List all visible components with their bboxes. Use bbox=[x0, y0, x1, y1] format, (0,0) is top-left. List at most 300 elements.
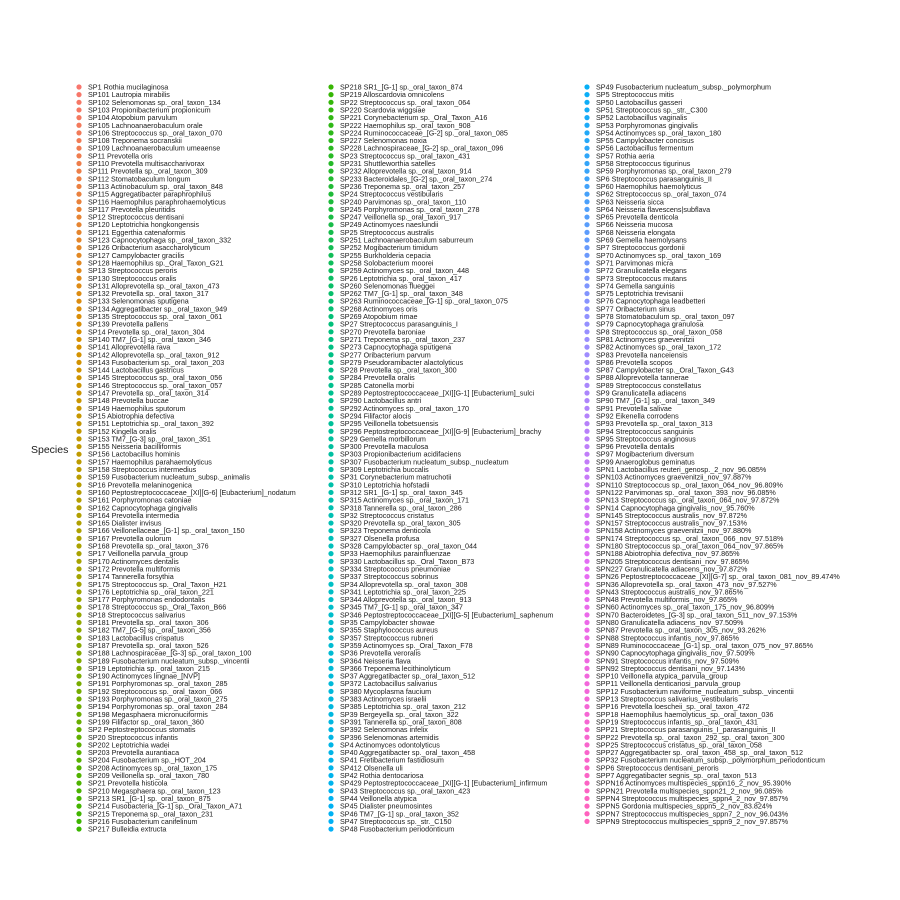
legend-label: SP214 Fusobacteria_[G-1] sp._Oral_Taxon_A71 bbox=[88, 801, 243, 811]
legend-label: SP170 Actinomyces dentalis bbox=[88, 556, 179, 566]
legend-key bbox=[584, 398, 589, 403]
legend-label: SP178 Streptococcus sp._Oral_Taxon_B66 bbox=[88, 602, 227, 612]
legend-label: SP87 Campylobacter sp._Oral_Taxon_G43 bbox=[596, 365, 734, 375]
legend-key bbox=[76, 582, 81, 587]
legend-key bbox=[328, 429, 333, 434]
legend-key bbox=[328, 230, 333, 235]
legend-key bbox=[584, 482, 589, 487]
legend-label: SP131 Alloprevotella sp._oral_taxon_473 bbox=[88, 281, 220, 291]
legend-label: SP158 Streptococcus intermedius bbox=[88, 465, 197, 474]
legend-key bbox=[584, 268, 589, 273]
legend-label: SP364 Neisseria flava bbox=[340, 656, 411, 666]
legend-label: SP79 Capnocytophaga granulosa bbox=[596, 319, 704, 329]
legend-label: SP135 Streptococcus sp._oral_taxon_061 bbox=[88, 312, 223, 321]
legend-label: SPN14 Capnocytophaga gingivalis_nov_95.760% bbox=[596, 503, 755, 513]
legend-label: SP277 Oribacterium parvum bbox=[340, 350, 431, 360]
legend-key bbox=[76, 169, 81, 174]
legend-label: SP141 Alloprevotella rava bbox=[88, 342, 171, 352]
legend-key bbox=[584, 107, 589, 112]
legend-key bbox=[328, 520, 333, 525]
legend-key bbox=[76, 199, 81, 204]
legend-label: SP192 Streptococcus sp._oral_taxon_066 bbox=[88, 686, 223, 696]
legend-label: SP236 Treponema sp._oral_taxon_257 bbox=[340, 181, 466, 191]
legend-label: SP380 Mycoplasma faucium bbox=[340, 686, 432, 696]
legend-label: SP13 Streptococcus peroris bbox=[88, 266, 178, 276]
legend-label: SP92 Eikenella corrodens bbox=[596, 411, 679, 421]
legend-key bbox=[328, 773, 333, 778]
legend-label: SP198 Megasphaera micronuciformis bbox=[88, 709, 208, 719]
legend-label: SP215 Treponema sp._oral_taxon_231 bbox=[88, 809, 214, 819]
legend-label: SP249 Actinomyces naeslundii bbox=[340, 220, 439, 230]
legend-label: SP165 Dialister invisus bbox=[88, 518, 162, 528]
legend-label: SP396 Selenomonas artemidis bbox=[340, 732, 439, 742]
legend-label: SP91 Prevotella salivae bbox=[596, 403, 672, 413]
legend-key bbox=[584, 597, 589, 602]
legend-label: SP18 Streptococcus salivarius bbox=[88, 610, 186, 620]
legend-key bbox=[584, 230, 589, 235]
legend-key bbox=[328, 765, 333, 770]
legend-label: SP204 Fusobacterium sp._HOT_204 bbox=[88, 755, 206, 765]
legend-key bbox=[76, 383, 81, 388]
legend-key bbox=[76, 712, 81, 717]
legend-key bbox=[328, 826, 333, 831]
legend-label: SP391 Tannerella sp._oral_taxon_808 bbox=[340, 717, 462, 727]
legend-label: SP59 Porphyromonas sp._oral_taxon_279 bbox=[596, 166, 732, 176]
legend-label: SP190 Actinomyces lingnae_[NVP] bbox=[88, 671, 200, 681]
legend-label: SP105 Lachnoanaerobaculum orale bbox=[88, 120, 203, 130]
legend-key bbox=[584, 161, 589, 166]
legend-key bbox=[584, 367, 589, 372]
legend-key bbox=[76, 475, 81, 480]
legend-key bbox=[584, 551, 589, 556]
legend-label: SP285 Catonella morbi bbox=[340, 380, 414, 390]
legend-key bbox=[584, 651, 589, 656]
legend-label: SP258 Solobacterium moorei bbox=[340, 258, 434, 268]
legend-label: SP172 Prevotella multiformis bbox=[88, 564, 181, 574]
legend-label: SP115 Aggregatibacter paraphrophilus bbox=[88, 189, 211, 199]
legend-key bbox=[584, 199, 589, 204]
legend-key bbox=[328, 260, 333, 265]
legend-key bbox=[584, 390, 589, 395]
legend-label: SP31 Corynebacterium matruchotii bbox=[340, 472, 452, 482]
legend-key bbox=[328, 276, 333, 281]
legend-key bbox=[76, 651, 81, 656]
legend-key bbox=[328, 482, 333, 487]
legend-key bbox=[584, 467, 589, 472]
legend-key bbox=[76, 260, 81, 265]
legend-key bbox=[76, 543, 81, 548]
legend-label: SPN122 Parvimonas sp._oral_taxon_393_nov_96.085% bbox=[596, 487, 776, 497]
legend-label: SPPN16 Actinomyces multispecies_sppn16_2_nov_95.390% bbox=[596, 778, 791, 788]
legend-label: SP177 Porphyromonas endodontalis bbox=[88, 595, 206, 605]
legend-key bbox=[76, 207, 81, 212]
legend-label: SPN157 Streptococcus australis_nov_97.153% bbox=[596, 518, 748, 528]
legend-key bbox=[584, 750, 589, 755]
legend-key bbox=[76, 161, 81, 166]
legend-label: SP188 Lachnospiraceae_[G-3] sp._oral_taxon_100 bbox=[88, 648, 252, 658]
legend-label: SP68 Neisseria elongata bbox=[596, 227, 676, 237]
legend-key bbox=[328, 367, 333, 372]
legend-label: SP213 SR1_[G-1] sp._oral_taxon_875 bbox=[88, 793, 211, 803]
legend-key bbox=[76, 146, 81, 151]
legend-label: SP70 Actinomyces sp._oral_taxon_169 bbox=[596, 250, 722, 260]
legend-label: SP270 Prevotella baroniae bbox=[340, 327, 426, 337]
legend-label: SP191 Porphyromonas sp._oral_taxon_285 bbox=[88, 679, 228, 689]
legend-key bbox=[76, 436, 81, 441]
legend-label: SP412 Olsenella uli bbox=[340, 763, 403, 773]
legend-label: SP152 Kingella oralis bbox=[88, 426, 157, 436]
legend-key bbox=[584, 314, 589, 319]
legend-key bbox=[76, 283, 81, 288]
legend-key bbox=[328, 620, 333, 625]
legend-label: SPN227 Granulicatella adiacens_nov_97.872% bbox=[596, 564, 748, 574]
legend-label: SPN60 Actinomyces sp._oral_taxon_175_nov_96.809% bbox=[596, 602, 775, 612]
legend-key bbox=[76, 130, 81, 135]
legend-key bbox=[584, 146, 589, 151]
legend-key bbox=[584, 727, 589, 732]
legend-key bbox=[584, 345, 589, 350]
legend-key bbox=[584, 673, 589, 678]
legend-label: SP149 Haemophilus sputorum bbox=[88, 403, 186, 413]
legend-key bbox=[584, 245, 589, 250]
legend-label: SP128 Haemophilus sp._Oral_Taxon_G21 bbox=[88, 258, 224, 268]
legend-key bbox=[76, 498, 81, 503]
legend-label: SP247 Veillonella sp._oral_taxon_917 bbox=[340, 212, 462, 222]
legend-label: SP194 Porphyromonas sp._oral_taxon_284 bbox=[88, 702, 228, 712]
legend-label: SP220 Scardovia wiggsiae bbox=[340, 105, 426, 115]
legend-label: SP344 Alloprevotella sp._oral_taxon_913 bbox=[340, 595, 472, 605]
legend-label: SP33 Haemophilus parainfluenzae bbox=[340, 549, 451, 559]
legend-label: SP56 Lactobacillus fermentum bbox=[596, 143, 694, 153]
legend-key bbox=[584, 115, 589, 120]
legend-key bbox=[76, 620, 81, 625]
legend-key bbox=[328, 375, 333, 380]
legend-key bbox=[328, 758, 333, 763]
legend-label: SP19 Leptotrichia sp._oral_taxon_215 bbox=[88, 663, 210, 673]
legend-label: SP86 Prevotella scopos bbox=[596, 357, 673, 367]
legend-key bbox=[328, 192, 333, 197]
legend-label: SPN103 Actinomyces graevenitzii_nov_97.887% bbox=[596, 472, 752, 482]
legend-key bbox=[76, 826, 81, 831]
legend-label: SP90 TM7_[G-1] sp._oral_taxon_349 bbox=[596, 396, 715, 406]
legend-label: SP96 Prevotella dentalis bbox=[596, 442, 675, 452]
legend-key bbox=[76, 276, 81, 281]
legend-key bbox=[76, 727, 81, 732]
legend-label: SP251 Lachnoanaerobaculum saburreum bbox=[340, 235, 474, 245]
legend-label: SP392 Selenomonas infelix bbox=[340, 725, 428, 735]
legend-label: SP269 Atopobium rimae bbox=[340, 312, 418, 321]
legend-key bbox=[76, 704, 81, 709]
legend-key bbox=[328, 467, 333, 472]
legend-key bbox=[328, 207, 333, 212]
legend-key bbox=[328, 651, 333, 656]
legend-label: SPN36 Alloprevotella sp._oral_taxon_473_nov_97.527% bbox=[596, 579, 777, 589]
legend-key bbox=[328, 299, 333, 304]
legend-label: SP113 Actinobaculum sp._oral_taxon_848 bbox=[88, 181, 223, 191]
legend-label: SP217 Bulleidia extructa bbox=[88, 824, 167, 834]
legend-key bbox=[76, 299, 81, 304]
legend-key bbox=[76, 742, 81, 747]
legend-key bbox=[76, 505, 81, 510]
legend-label: SPN180 Streptococcus sp._oral_taxon_064_nov_97.865% bbox=[596, 541, 784, 551]
legend-label: SPP10 Veillonella atypica_parvula_group bbox=[596, 671, 728, 681]
legend-key bbox=[328, 92, 333, 97]
legend-key bbox=[328, 222, 333, 227]
legend-key bbox=[584, 123, 589, 128]
legend-key bbox=[584, 130, 589, 135]
legend-key bbox=[328, 819, 333, 824]
legend-label: SP300 Prevotella maculosa bbox=[340, 442, 429, 452]
legend-label: SP359 Actinomyces sp._Oral_Taxon_F78 bbox=[340, 640, 473, 650]
legend-label: SP75 Leptotrichia trevisanii bbox=[596, 289, 684, 299]
legend-label: SP189 Fusobacterium nucleatum_subsp._vincentii bbox=[88, 656, 250, 666]
legend-key bbox=[328, 490, 333, 495]
legend-key bbox=[328, 360, 333, 365]
legend-key bbox=[584, 84, 589, 89]
legend-key bbox=[584, 406, 589, 411]
legend-label: SP62 Streptococcus sp._oral_taxon_074 bbox=[596, 189, 727, 199]
legend-key bbox=[584, 169, 589, 174]
legend-key bbox=[76, 291, 81, 296]
legend-label: SP7 Streptococcus gordonii bbox=[596, 243, 685, 253]
legend-key bbox=[328, 153, 333, 158]
legend-label: SPP11 Veillonella denticariosi_parvula_group bbox=[596, 679, 741, 689]
legend-label: SP284 Prevotella oralis bbox=[340, 373, 415, 383]
legend-label: SP41 Fretibacterium fastidiosum bbox=[340, 755, 444, 765]
legend-label: SP50 Lactobacillus gasseri bbox=[596, 97, 683, 107]
legend-label: SP69 Gemella haemolysans bbox=[596, 235, 687, 245]
legend-label: SP134 Aggregatibacter sp._oral_taxon_949 bbox=[88, 304, 228, 314]
legend-label: SP318 Tannerella sp._oral_taxon_286 bbox=[340, 503, 462, 513]
legend-key bbox=[76, 253, 81, 258]
legend-label: SP76 Capnocytophaga leadbetteri bbox=[596, 296, 706, 306]
legend-label: SP167 Prevotella oulorum bbox=[88, 533, 172, 543]
legend-key bbox=[76, 314, 81, 319]
legend-label: SP130 Streptococcus oralis bbox=[88, 273, 177, 283]
legend-label: SP111 Prevotella sp._oral_taxon_309 bbox=[88, 166, 208, 176]
legend-key bbox=[328, 306, 333, 311]
legend-label: SP290 Lactobacillus antri bbox=[340, 396, 422, 406]
legend-key bbox=[328, 811, 333, 816]
legend-label: SP58 Streptococcus tigurinus bbox=[596, 159, 691, 168]
legend-key bbox=[328, 513, 333, 518]
legend-key bbox=[584, 681, 589, 686]
legend-key bbox=[328, 719, 333, 724]
legend-label: SP218 SR1_[G-1] sp._oral_taxon_874 bbox=[340, 82, 463, 92]
legend-key bbox=[328, 635, 333, 640]
legend-key bbox=[76, 406, 81, 411]
legend-key bbox=[584, 566, 589, 571]
legend-key bbox=[328, 597, 333, 602]
legend-key bbox=[76, 268, 81, 273]
legend-key bbox=[328, 421, 333, 426]
legend-label: SP209 Veillonella sp._oral_taxon_780 bbox=[88, 771, 210, 780]
legend-label: SP372 Lactobacillus salivarius bbox=[340, 679, 438, 689]
legend-label: SP17 Veillonella parvula_group bbox=[88, 549, 188, 559]
legend-label: SP32 Streptococcus cristatus bbox=[340, 510, 434, 520]
legend-label: SP245 Porphyromonas sp._oral_taxon_278 bbox=[340, 204, 480, 214]
legend-key bbox=[584, 337, 589, 342]
legend-label: SP208 Actinomyces sp._oral_taxon_175 bbox=[88, 763, 218, 773]
legend-label: SPP12 Fusobacterium naviforme_nucleatum_subsp._vincentii bbox=[596, 686, 794, 696]
legend-key bbox=[584, 582, 589, 587]
legend-key bbox=[328, 352, 333, 357]
legend-label: SP231 Shuttleworthia satelles bbox=[340, 159, 436, 168]
legend-key bbox=[76, 819, 81, 824]
legend-key bbox=[328, 536, 333, 541]
legend-key bbox=[584, 520, 589, 525]
legend-label: SPP18 Haemophilus haemolyticus_sp._oral_taxon_036 bbox=[596, 709, 774, 719]
legend-key bbox=[76, 192, 81, 197]
legend-key bbox=[76, 696, 81, 701]
legend-key bbox=[584, 559, 589, 564]
legend-key bbox=[328, 413, 333, 418]
legend-label: SP36 Prevotella veroralis bbox=[340, 648, 421, 658]
legend-key bbox=[584, 643, 589, 648]
legend-key bbox=[76, 123, 81, 128]
legend-key bbox=[328, 566, 333, 571]
legend-key bbox=[328, 704, 333, 709]
legend-key bbox=[584, 528, 589, 533]
legend-label: SP23 Streptococcus sp._oral_taxon_431 bbox=[340, 151, 471, 161]
legend-label: SP54 Actinomyces sp._oral_taxon_180 bbox=[596, 128, 722, 138]
legend-label: SPN92 Streptococcus dentisani_nov_97.143% bbox=[596, 663, 746, 673]
legend-key bbox=[76, 566, 81, 571]
legend-label: SP73 Streptococcus mutans bbox=[596, 273, 687, 283]
legend-key bbox=[328, 138, 333, 143]
legend-label: SP44 Veillonella atypica bbox=[340, 793, 417, 803]
legend-label: SP20 Streptococcus infantis bbox=[88, 732, 178, 742]
legend-label: SP383 Actinomyces israelii bbox=[340, 694, 427, 704]
legend-key bbox=[76, 804, 81, 809]
legend-key bbox=[328, 268, 333, 273]
legend-label: SP72 Granulicatella elegans bbox=[596, 266, 687, 276]
legend-label: SP175 Streptococcus sp._Oral_Taxon_H21 bbox=[88, 579, 227, 589]
legend-key bbox=[76, 214, 81, 219]
legend-label: SP35 Campylobacter showae bbox=[340, 618, 435, 627]
legend-label: SP147 Prevotella sp._oral_taxon_314 bbox=[88, 388, 209, 398]
legend-key bbox=[584, 811, 589, 816]
legend-label: SP8 Streptococcus sp._oral_taxon_058 bbox=[596, 327, 723, 337]
legend-key bbox=[76, 811, 81, 816]
legend-label: SPN145 Streptococcus australis_nov_97.872% bbox=[596, 510, 748, 520]
legend-label: SP121 Eggerthia catenaformis bbox=[88, 227, 186, 237]
legend-key bbox=[328, 237, 333, 242]
legend-label: SP385 Leptotrichia sp._oral_taxon_212 bbox=[340, 702, 466, 712]
legend-key bbox=[584, 184, 589, 189]
legend-label: SP228 Lachnospiraceae_[G-2] sp._oral_taxon_096 bbox=[340, 143, 504, 153]
legend-key bbox=[584, 735, 589, 740]
legend-label: SP24 Streptococcus vestibularis bbox=[340, 189, 444, 199]
legend-key bbox=[76, 628, 81, 633]
legend-label: SP222 Haemophilus sp._oral_taxon_908 bbox=[340, 120, 471, 130]
legend-label: SP139 Prevotella pallens bbox=[88, 319, 169, 329]
legend-key bbox=[584, 742, 589, 747]
legend-key bbox=[328, 574, 333, 579]
legend-key bbox=[76, 574, 81, 579]
legend-key bbox=[584, 421, 589, 426]
legend-key bbox=[328, 658, 333, 663]
legend-label: SPN188 Abiotrophia defectiva_nov_97.865% bbox=[596, 549, 740, 559]
legend-label: SP203 Prevotella aurantiaca bbox=[88, 748, 180, 758]
legend-key bbox=[76, 681, 81, 686]
legend-key bbox=[328, 696, 333, 701]
legend-label: SP155 Neisseria bacilliformis bbox=[88, 442, 182, 452]
legend-key bbox=[76, 758, 81, 763]
legend-label: SP315 Actinomyces sp._oral_taxon_171 bbox=[340, 495, 470, 505]
legend-label: SP45 Dialister pneumosintes bbox=[340, 801, 433, 811]
legend-label: SP60 Haemophilus haemolyticus bbox=[596, 181, 702, 191]
legend-key bbox=[76, 482, 81, 487]
legend-label: SP116 Haemophilus paraphrohaemolyticus bbox=[88, 197, 226, 207]
legend-key bbox=[328, 612, 333, 617]
legend-key bbox=[328, 666, 333, 671]
legend-label: SP263 Ruminococcaceae_[G-1] sp._oral_taxon_075 bbox=[340, 296, 508, 306]
legend-label: SP82 Actinomyces sp._oral_taxon_172 bbox=[596, 342, 722, 352]
legend-key bbox=[584, 796, 589, 801]
legend-key bbox=[328, 107, 333, 112]
legend-key bbox=[584, 299, 589, 304]
legend-key bbox=[584, 459, 589, 464]
legend-key bbox=[584, 773, 589, 778]
legend-key bbox=[328, 84, 333, 89]
legend-label: SP52 Lactobacillus vaginalis bbox=[596, 113, 688, 123]
legend-key bbox=[76, 153, 81, 158]
legend-label: SP216 Fusobacterium canifelinum bbox=[88, 816, 198, 826]
legend-key bbox=[76, 375, 81, 380]
legend-label: SP83 Prevotella nanceiensis bbox=[596, 350, 688, 360]
legend-label: SPN1 Lactobacillus reuteri_genosp._2_nov_96.085% bbox=[596, 465, 767, 474]
legend-label: SP157 Haemophilus parahaemolyticus bbox=[88, 457, 212, 467]
legend-key bbox=[584, 719, 589, 724]
legend-label: SP29 Gemella morbillorum bbox=[340, 434, 426, 444]
legend-label: SP140 TM7_[G-1] sp._oral_taxon_346 bbox=[88, 334, 211, 344]
legend-label: SP341 Leptotrichia sp._oral_taxon_225 bbox=[340, 587, 466, 597]
legend-label: SP133 Selenomonas sputigena bbox=[88, 296, 189, 306]
legend-key bbox=[76, 92, 81, 97]
legend-label: SPN43 Streptococcus australis_nov_97.865% bbox=[596, 587, 744, 597]
legend-label: SP320 Prevotella sp._oral_taxon_305 bbox=[340, 518, 461, 528]
legend-key bbox=[328, 130, 333, 135]
legend-key bbox=[76, 337, 81, 342]
legend-label: SP110 Prevotella multisaccharivorax bbox=[88, 159, 205, 168]
legend-label: SPN90 Capnocytophaga gingivalis_nov_97.509% bbox=[596, 648, 755, 658]
legend-key bbox=[328, 329, 333, 334]
legend-label: SP309 Leptotrichia buccalis bbox=[340, 465, 429, 474]
legend-label: SP337 Streptococcus sobrinus bbox=[340, 572, 439, 582]
legend-label: SPN13 Streptococcus sp._oral_taxon_064_nov_97.872% bbox=[596, 495, 780, 505]
legend-label: SP151 Leptotrichia sp._oral_taxon_392 bbox=[88, 419, 214, 429]
legend-key bbox=[76, 520, 81, 525]
legend-label: SP81 Actinomyces graevenitzii bbox=[596, 334, 695, 344]
legend-key bbox=[328, 750, 333, 755]
legend-key bbox=[584, 192, 589, 197]
legend-label: SP279 Pseudoramibacter alactolyticus bbox=[340, 357, 464, 367]
legend-label: SP161 Porphyromonas catoniae bbox=[88, 495, 192, 505]
legend-key bbox=[76, 643, 81, 648]
legend-key bbox=[584, 452, 589, 457]
legend-key bbox=[584, 291, 589, 296]
legend-label: SP42 Rothia dentocariosa bbox=[340, 771, 424, 780]
legend-label: SPP22 Prevotella sp._oral_taxon_292_sp._oral_taxon_300 bbox=[596, 732, 785, 742]
legend-key bbox=[328, 498, 333, 503]
legend-key bbox=[76, 612, 81, 617]
legend-label: SPP13 Streptococcus salivarius_vestibularis bbox=[596, 694, 738, 704]
legend-label: SPP21 Streptococcus parasanguinis_I_parasanguinis_II bbox=[596, 725, 776, 735]
legend-key bbox=[328, 322, 333, 327]
legend-key bbox=[584, 574, 589, 579]
legend-label: SP334 Streptococcus pneumoniae bbox=[340, 564, 451, 574]
